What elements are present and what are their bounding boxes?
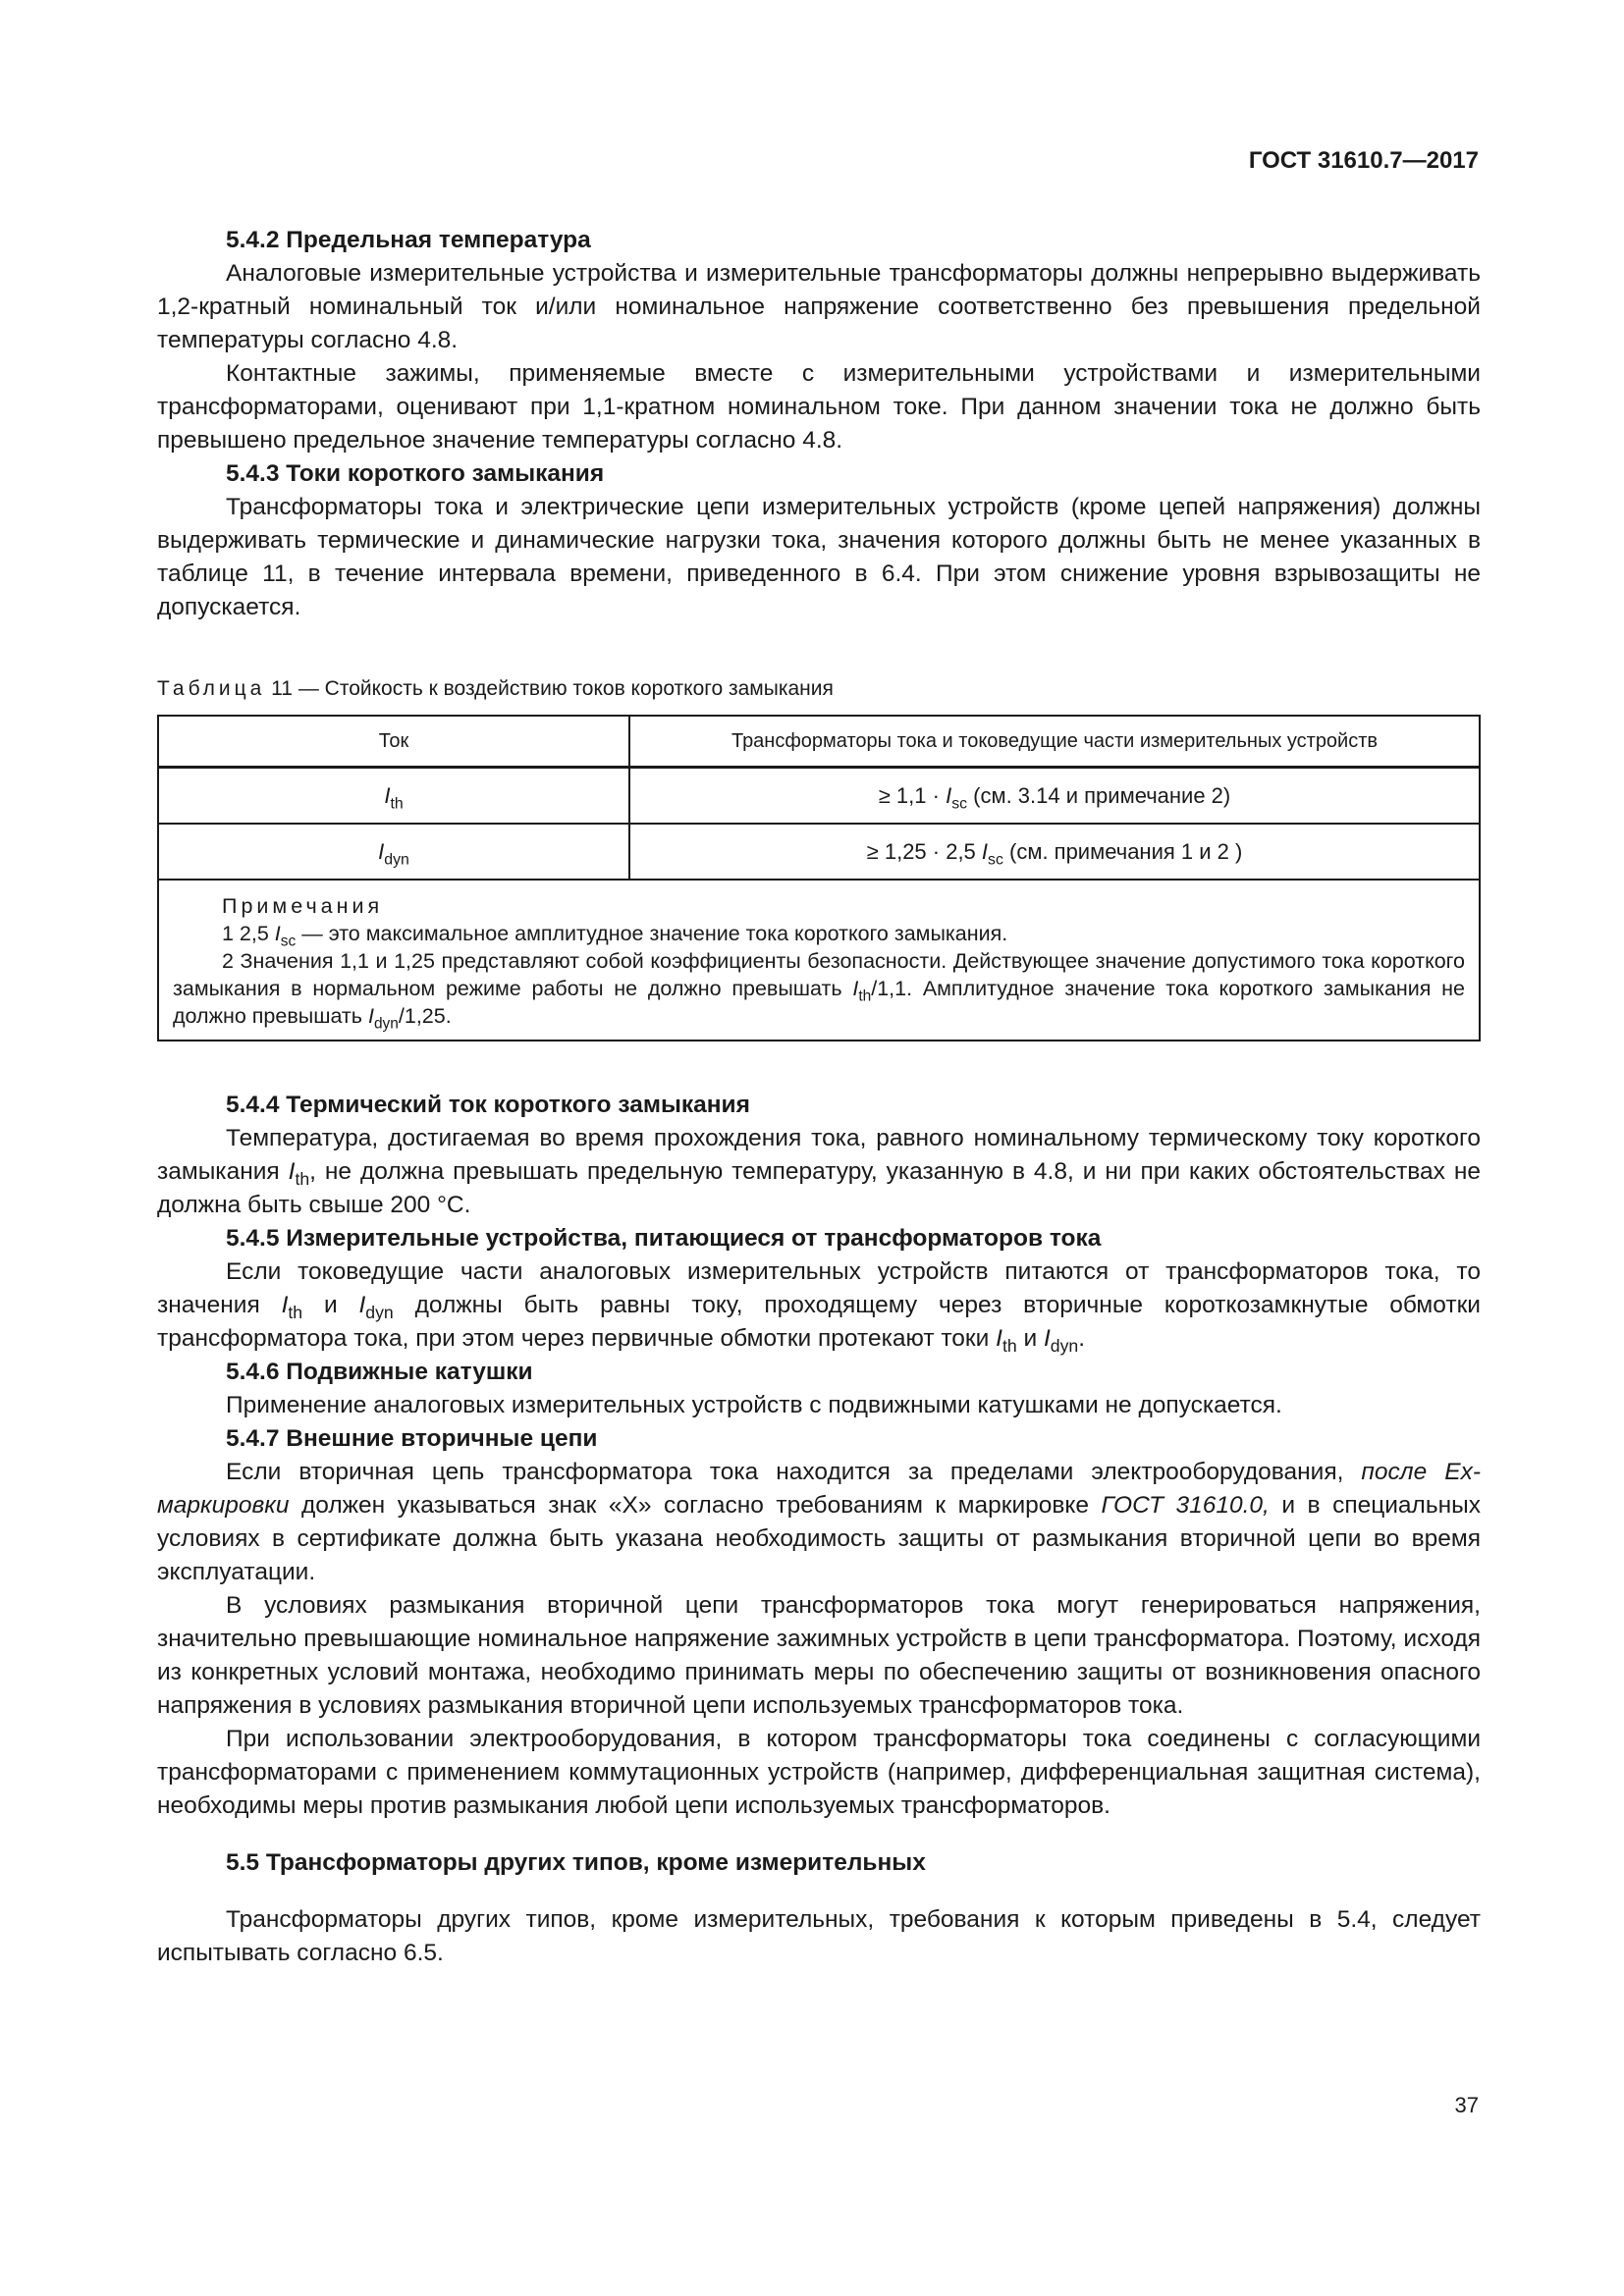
section-5-4-3-paragraph-1: Трансформаторы тока и электрические цепи измерительных устройств (кроме цепей напряжения) должны выдерживать термические и динамические нагрузки тока, значения которого должны быть не менее указанных в таблице 11, в течение интервала времени, приведенного в 6.4. При этом снижение уровня взрывозащиты не допускается. (157, 494, 1481, 620)
section-5-4-3-heading: 5.4.3 Токи короткого замыкания (226, 460, 605, 487)
note-1: 1 2,5 $I_{sc}$ — это максимальное амплитудное значение тока короткого замыкания. (222, 922, 1008, 950)
cell-idyn-value: ≥ 1,25 · 2,5 $I_{sc}$ (см. примечания 1 и 2 ) (629, 824, 1480, 880)
section-5-4-7-paragraph-3: При использовании электрооборудования, в котором трансформаторы тока соединены с согласующими трансформаторами с применением коммутационных устройств (например, дифференциальная защитная система), необходимы меры против размыкания любой цепи используемых трансформаторов. (157, 1726, 1481, 1819)
cell-ith-value: ≥ $1,1 \cdot I_{sc}$ (см. 3.14 и примечание 2) (629, 768, 1480, 825)
table-11 (157, 715, 1481, 1041)
section-5-4-7-heading: 5.4.7 Внешние вторичные цепи (226, 1425, 598, 1452)
section-5-4-4-heading: 5.4.4 Термический ток короткого замыкания (226, 1092, 750, 1118)
table-caption-label: Таблица (157, 677, 266, 700)
page-content (157, 224, 1481, 1970)
section-5-4-6-heading: 5.4.6 Подвижные катушки (226, 1359, 533, 1385)
section-5-4-2-paragraph-2: Контактные зажимы, применяемые вместе с измерительными устройствами и измерительными трансформаторами, оценивают при 1,1-кратном номинальном токе. При данном значении тока не должно быть превышено предельное значение температуры согласно 4.8. (157, 360, 1481, 454)
document-id: ГОСТ 31610.7—2017 (1248, 147, 1479, 174)
section-5-4-2-paragraph-1: Аналоговые измерительные устройства и измерительные трансформаторы должны непрерывно выдерживать 1,2-кратный номинальный ток и/или номинальное напряжение соответственно без превышения предельной температуры согласно 4.8. (157, 260, 1481, 353)
table-header-row (158, 716, 1480, 768)
col-header-transformers: Трансформаторы тока и токоведущие части измерительных устройств (629, 716, 1480, 768)
section-5-4-5-paragraph-1: Если токоведущие части аналоговых измерительных устройств питаются от трансформаторов тока, то значения $I_{th}$ и $I_{dyn}$ должны быть равны току, проходящему через вторичные короткозамкнутые обмотки трансформатора тока, при этом через первичные обмотки протекают токи $I_{th}$ и $I_{dyn}$. (157, 1258, 1481, 1357)
section-5-5-heading: 5.5 Трансформаторы других типов, кроме измерительных (226, 1849, 926, 1876)
section-5-4-7-paragraph-2: В условиях размыкания вторичной цепи трансформаторов тока могут генерироваться напряжения, значительно превышающие номинальное напряжение зажимных устройств в цепи трансформатора. Поэтому, исходя из конкретных условий монтажа, необходимо принимать меры по обеспечению защиты от возникновения опасного напряжения в условиях размыкания вторичной цепи используемых трансформаторов тока. (157, 1592, 1481, 1719)
table-row (158, 768, 1480, 825)
table-caption-text: 11 — Стойкость к воздействию токов короткого замыкания (265, 677, 834, 700)
cell-idyn: $I_{dyn}$ (158, 824, 629, 880)
table-notes (158, 880, 1480, 1041)
page-number: 37 (1454, 2093, 1479, 2117)
section-5-4-5-heading: 5.4.5 Измерительные устройства, питающиеся от трансформаторов тока (226, 1225, 1102, 1252)
cell-ith: $I_{th}$ (158, 768, 629, 825)
section-5-4-4-paragraph-1: Температура, достигаемая во время прохождения тока, равного номинальному термическому току короткого замыкания $I_{th}$, не должна превышать предельную температуру, указанную в 4.8, и ни при каких обстоятельствах не должна быть свыше 200 °С. (157, 1125, 1482, 1218)
table-caption (157, 675, 1481, 703)
table-notes-row (158, 880, 1480, 1041)
section-5-5-paragraph-1: Трансформаторы других типов, кроме измерительных, требования к которым приведены в 5.4, следует испытывать согласно 6.5. (157, 1906, 1481, 1966)
note-2: 2 Значения 1,1 и 1,25 представляют собой коэффициенты безопасности. Действующее значение допустимого тока короткого замыкания в нормальном режиме работы не должно превышать $I_{th}/1,1$. Амплитудное значение тока короткого замыкания не должно превышать $I_{dyn}/1,25$. (173, 949, 1466, 1033)
table-row (158, 824, 1480, 880)
section-5-4-2-heading: 5.4.2 Предельная температура (226, 227, 591, 253)
col-header-current: Ток (158, 716, 629, 768)
notes-title: Примечания (222, 894, 384, 918)
section-5-4-6-paragraph-1: Применение аналоговых измерительных устройств с подвижными катушками не допускается. (226, 1392, 1282, 1418)
section-5-4-7-paragraph-1: Если вторичная цепь трансформатора тока находится за пределами электрооборудования, после Ex-маркировки должен указываться знак «Х» согласно требованиям к маркировке ГОСТ 31610.0, и в специальных условиях в сертификате должна быть указана необходимость защиты от размыкания вторичной цепи во время эксплуатации. (157, 1459, 1482, 1585)
